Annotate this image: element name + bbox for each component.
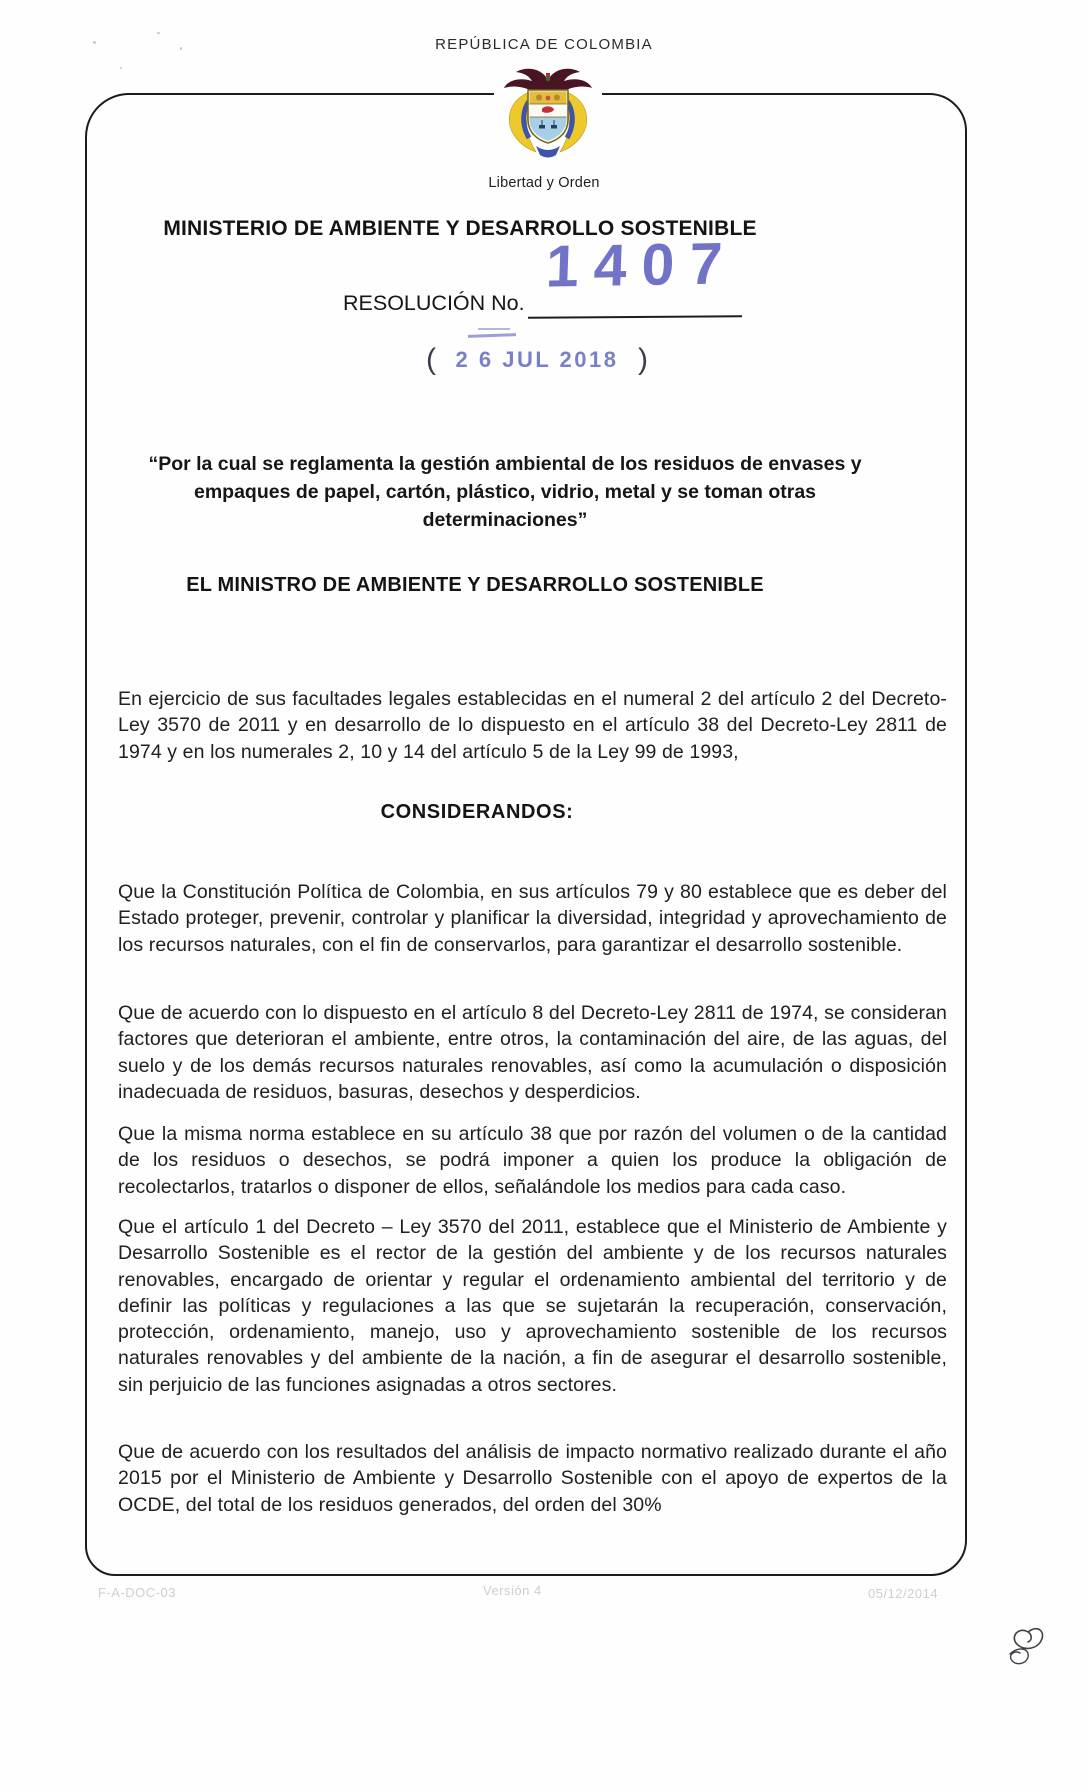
scan-speck [157, 32, 160, 34]
close-paren: ) [637, 343, 648, 376]
handwritten-mark [988, 1620, 1050, 1678]
ministry-title: MINISTERIO DE AMBIENTE Y DESARROLLO SOSTENIBLE [163, 217, 757, 240]
considerando-paragraph-1: Que la Constitución Política de Colombia, en sus artículos 79 y 80 establece que es deber del Estado proteger, prevenir, controlar y planificar la diversidad, integridad y aprovechamiento de los recursos naturales, con el fin de conservarlos, para garantizar el desarrollo sostenible. [118, 881, 947, 956]
republic-heading: REPÚBLICA DE COLOMBIA [435, 36, 653, 53]
issuer-heading: EL MINISTRO DE AMBIENTE Y DESARROLLO SOSTENIBLE [186, 574, 764, 596]
considerandos-heading: CONSIDERANDOS: [380, 801, 574, 823]
date-stamp: 2 6 JUL 2018 [455, 347, 619, 372]
motto-text: Libertad y Orden [488, 175, 600, 191]
open-paren: ( [426, 343, 436, 376]
scan-speck [120, 67, 122, 69]
footer-version: Versión 4 [483, 1583, 542, 1598]
scan-speck [93, 41, 96, 44]
considerando-paragraph-3: Que la misma norma establece en su artículo 38 que por razón del volumen o de la cantidad de los residuos o desechos, se podrá imponer a quien los produce la obligación de recolectarlos, tratarlos o disponer de ellos, señalándole los medios para cada caso. [118, 1123, 947, 1198]
scan-speck [180, 47, 182, 50]
preamble-paragraph: En ejercicio de sus facultades legales establecidas en el numeral 2 del artículo 2 del Decreto-Ley 3570 de 2011 y en desarrollo de lo dispuesto en el artículo 38 del Decreto-Ley 2811 de 1974 y en los numerales 2, 10 y 14 del artículo 5 de la Ley 99 de 1993, [118, 688, 947, 763]
date-stamp-row [426, 342, 648, 378]
subject-quote: “Por la cual se reglamenta la gestión ambiental de los residuos de envases y empaques de papel, cartón, plástico, vidrio, metal y se toman otras determinaciones” [148, 453, 862, 531]
resolution-number-stamp: 1407 [544, 230, 739, 300]
footer-date: 05/12/2014 [868, 1586, 939, 1601]
footer-form-code: F-A-DOC-03 [98, 1585, 176, 1600]
considerando-paragraph-2: Que de acuerdo con lo dispuesto en el artículo 8 del Decreto-Ley 2811 de 1974, se consideran factores que deterioran el ambiente, entre otros, la contaminación del aire, de las aguas, del suelo y de los demás recursos naturales renovables, así como la acumulación o disposición inadecuada de residuos, basuras, desechos y desperdicios. [118, 1002, 947, 1103]
considerando-paragraph-4: Que el artículo 1 del Decreto – Ley 3570 del 2011, establece que el Ministerio de Ambiente y Desarrollo Sostenible es el rector de la gestión del ambiente y de los recursos naturales renovables, encargado de orientar y regular el ordenamiento ambiental del territorio y de definir las políticas y regulaciones a las que se sujetarán la recuperación, conservación, protección, ordenamiento, manejo, uso y aprovechamiento sostenible de los recursos naturales renovables y del ambiente de la nación, a fin de asegurar el desarrollo sostenible, sin perjuicio de las funciones asignadas a otros sectores. [118, 1216, 947, 1396]
stamp-artifact-line [478, 328, 510, 330]
considerando-paragraph-5: Que de acuerdo con los resultados del análisis de impacto normativo realizado durante el año 2015 por el Ministerio de Ambiente y Desarrollo Sostenible con el apoyo de expertos de la OCDE, del total de los residuos generados, del orden del 30% [118, 1441, 947, 1516]
resolution-label: RESOLUCIÓN No. [343, 291, 525, 315]
colombia-coat-of-arms-icon [494, 60, 602, 172]
